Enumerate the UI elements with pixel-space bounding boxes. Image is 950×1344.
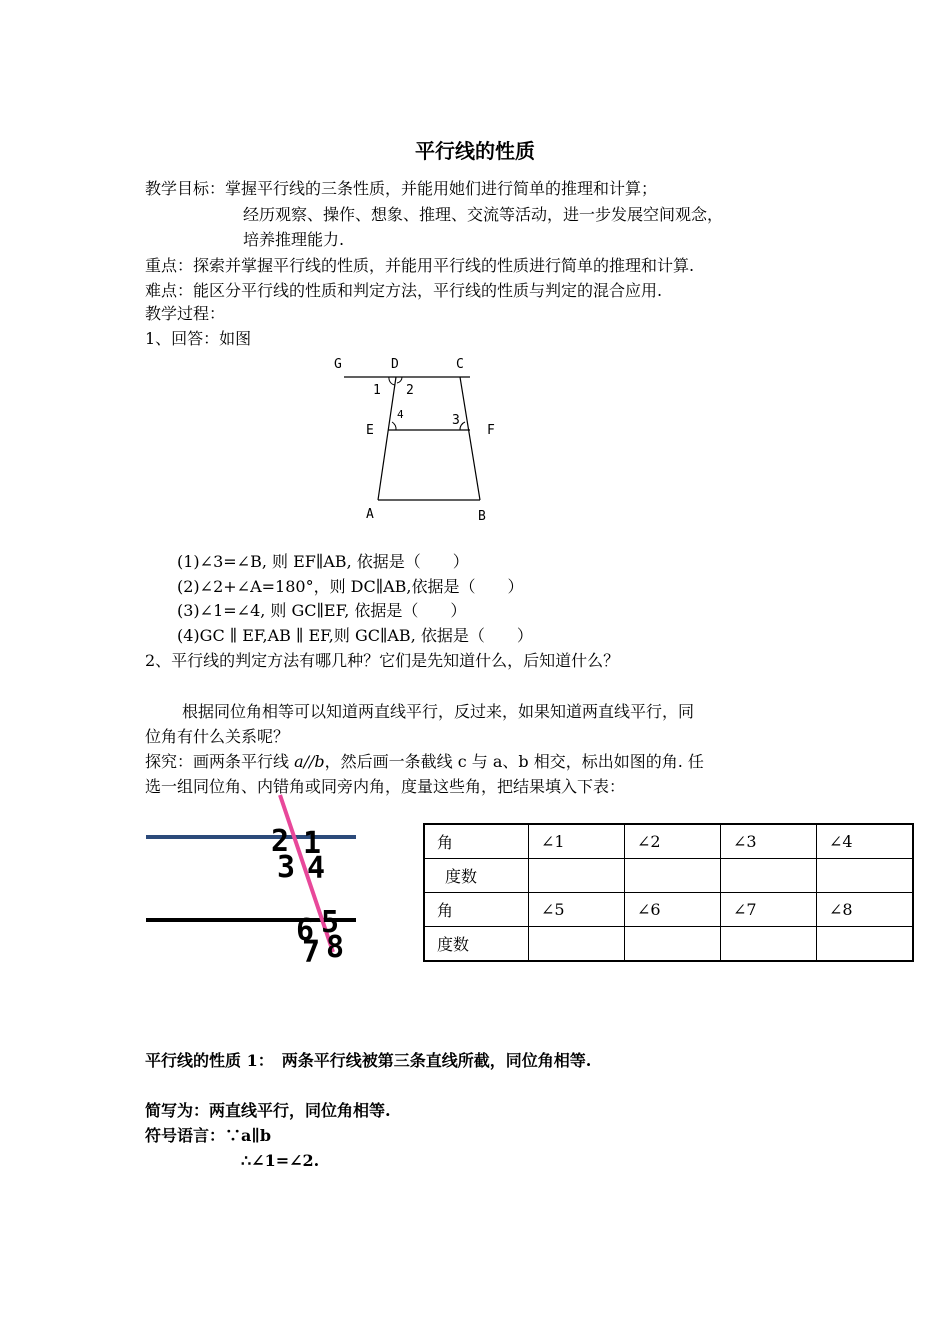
paragraph-line-2: 位角有什么关系呢？: [145, 727, 290, 746]
table-cell: ∠5: [529, 893, 625, 927]
label-angle-1: 1: [373, 383, 381, 398]
goals-line1: [145, 179, 657, 199]
paragraph-line-1: 根据同位角相等可以知道两直线平行，反过来，如果知道两直线平行，同: [182, 702, 695, 721]
table-cell-input[interactable]: [529, 927, 625, 962]
q1-item-2: (2)∠2+∠A=180°，则 DC∥AB,依据是（ ）: [177, 577, 524, 596]
table-cell: ∠2: [625, 824, 721, 859]
table-cell: ∠1: [529, 824, 625, 859]
table-cell: ∠3: [721, 824, 817, 859]
label-A: A: [366, 507, 374, 522]
label-angle-2: 2: [406, 383, 414, 398]
table-cell: 角: [424, 824, 529, 859]
angle-label-1: 1: [303, 826, 322, 861]
table-row: [424, 859, 913, 893]
key-point: 重点：探索并掌握平行线的性质，并能用平行线的性质进行简单的推理和计算.: [145, 256, 695, 275]
table-cell: 度数: [424, 927, 529, 962]
figure-parallel-lines: [140, 790, 370, 980]
angle-label-7: 7: [302, 935, 321, 970]
angle-label-4: 4: [307, 851, 326, 886]
table-cell-input[interactable]: [721, 859, 817, 893]
table-cell: ∠8: [817, 893, 914, 927]
table-cell-input[interactable]: [625, 859, 721, 893]
question-2: 2、平行线的判定方法有哪几种？它们是先知道什么，后知道什么？: [145, 651, 620, 670]
goals-text-1: 掌握平行线的三条性质，并能用她们进行简单的推理和计算；: [225, 179, 658, 198]
label-E: E: [366, 423, 374, 438]
label-D: D: [391, 357, 399, 372]
explore-line-1: [145, 752, 704, 772]
question-1: 1、回答：如图: [145, 329, 252, 348]
difficulty: 难点：能区分平行线的性质和判定方法，平行线的性质与判定的混合应用.: [145, 281, 663, 300]
angle-label-3: 3: [277, 850, 296, 885]
q1-item-1: (1)∠3=∠B, 则 EF∥AB, 依据是（ ）: [177, 552, 469, 571]
explore-pre: 探究：画两条平行线: [145, 752, 295, 771]
table-cell-input[interactable]: [625, 927, 721, 962]
symbol-language: 符号语言：∵a∥b: [145, 1126, 272, 1145]
table-cell: 度数: [424, 859, 529, 893]
q1-item-4: (4)GC ∥ EF,AB ∥ EF,则 GC∥AB, 依据是（ ）: [177, 626, 533, 645]
q1-item-3: (3)∠1=∠4, 则 GC∥EF, 依据是（ ）: [177, 601, 467, 620]
table-cell-input[interactable]: [721, 927, 817, 962]
angle-label-6: 6: [296, 913, 315, 948]
label-C: C: [456, 357, 464, 372]
explore-parallel: a//b: [294, 752, 325, 771]
label-B: B: [478, 509, 486, 524]
angle-table: [423, 823, 914, 962]
label-G: G: [334, 357, 342, 372]
explore-line-2: 选一组同位角、内错角或同旁内角，度量这些角，把结果填入下表：: [145, 777, 626, 796]
goals-line2: 经历观察、操作、想象、推理、交流等活动，进一步发展空间观念，: [243, 205, 724, 224]
explore-post: ，然后画一条截线 c 与 a、b 相交，标出如图的角. 任: [324, 752, 704, 771]
process-heading: 教学过程：: [145, 304, 226, 323]
table-row: [424, 893, 913, 927]
goals-line3: 培养推理能力.: [243, 230, 345, 249]
table-cell-input[interactable]: [817, 927, 914, 962]
goals-label: 教学目标：: [145, 179, 226, 198]
table-cell: ∠4: [817, 824, 914, 859]
page-title: 平行线的性质: [415, 139, 535, 163]
table-cell: ∠7: [721, 893, 817, 927]
angle-label-2: 2: [271, 824, 290, 859]
table-cell: ∠6: [625, 893, 721, 927]
table-row: [424, 927, 913, 962]
table-row: [424, 824, 913, 859]
label-angle-4: 4: [397, 408, 404, 421]
label-F: F: [487, 423, 495, 438]
therefore-line: ∴∠1=∠2.: [241, 1151, 320, 1170]
table-cell-input[interactable]: [529, 859, 625, 893]
angle-label-8: 8: [326, 930, 345, 965]
table-cell-input[interactable]: [817, 859, 914, 893]
table-cell: 角: [424, 893, 529, 927]
figure-trapezoid: [320, 350, 520, 525]
angle-label-5: 5: [321, 905, 340, 940]
short-form: 简写为：两直线平行，同位角相等.: [145, 1101, 391, 1120]
property-1: 平行线的性质 1： 两条平行线被第三条直线所截，同位角相等.: [145, 1051, 592, 1070]
label-angle-3: 3: [452, 413, 460, 428]
